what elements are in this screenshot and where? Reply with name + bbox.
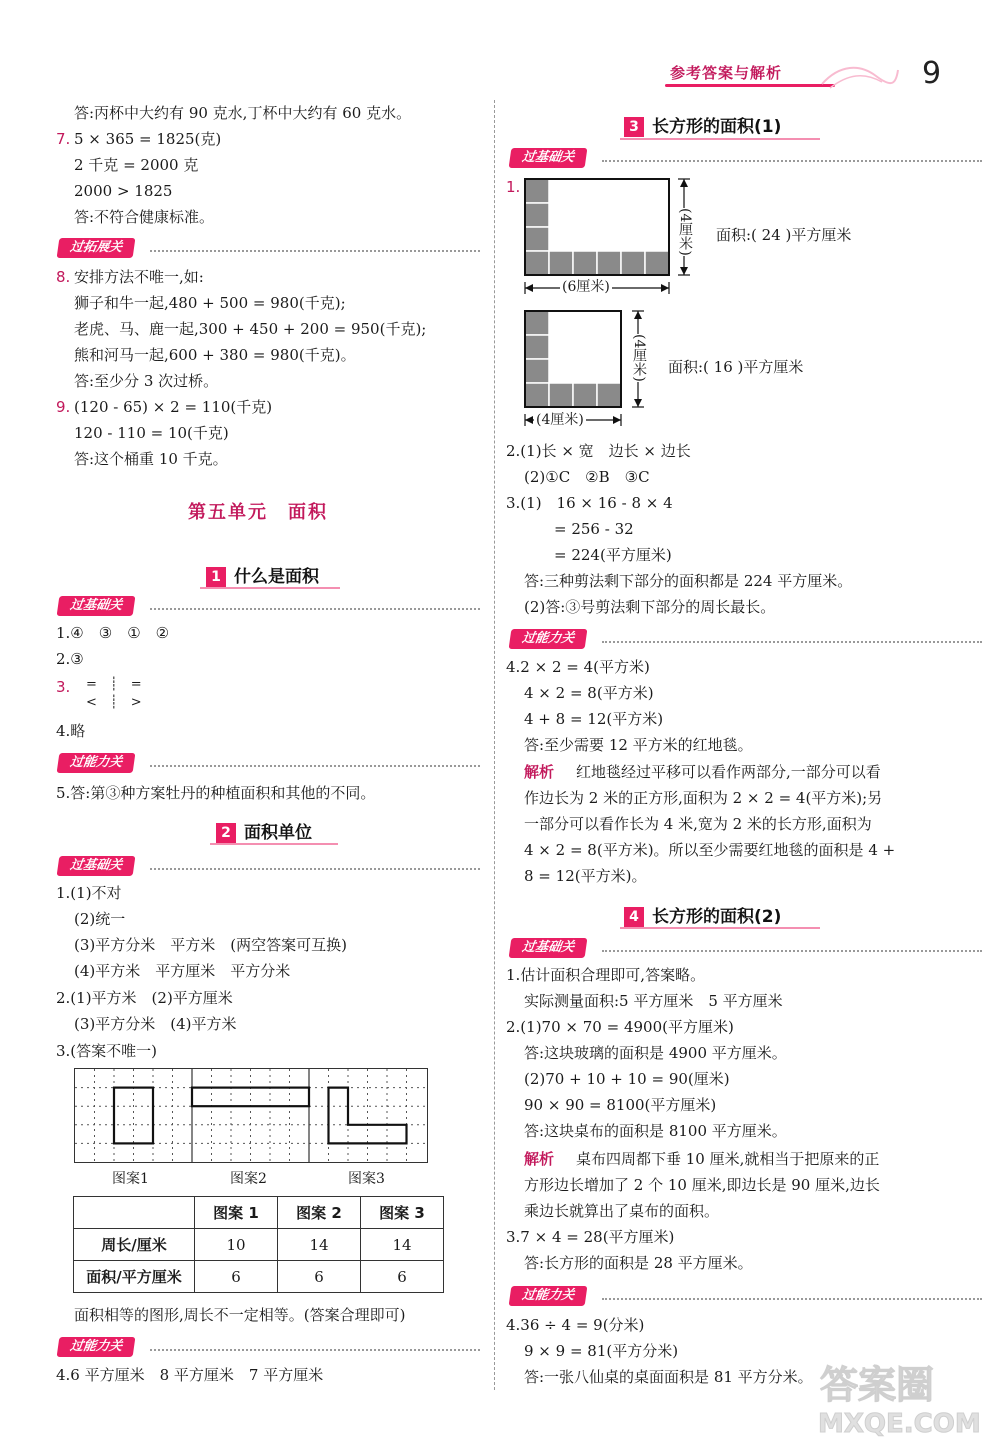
answer-line: 实际测量面积:5 平方厘米 5 平方厘米 [524,992,783,1010]
table-cell: 14 [278,1229,361,1261]
answer-line: 2.(1)70 × 70 = 4900(平方厘米) [506,1018,734,1036]
answer-line: 3.(1) 16 × 16 - 8 × 4 [506,494,673,512]
figure-label: 图案3 [348,1171,385,1187]
table-cell: 6 [278,1261,361,1293]
dotted-rule [150,868,480,870]
answer-line: (2)答:③号剪法剩下部分的周长最长。 [524,598,776,616]
section-badge: 过基础关 [509,938,588,958]
answer-line: 答:至少需要 12 平方米的红地毯。 [524,736,753,754]
answer-line: 3.(答案不唯一) [56,1042,158,1060]
watermark-text: 答案圈 [820,1363,935,1407]
answer-line: (2)①C ②B ③C [524,468,650,486]
table-cell: 6 [195,1261,278,1293]
answer-line: 面积相等的图形,周长不一定相等。(答案合理即可) [74,1306,406,1324]
analysis-text: 作边长为 2 米的正方形,面积为 2 × 2 = 4(平方米);另 [524,789,883,807]
table-cell: 6 [361,1261,444,1293]
dotted-rule [150,608,480,610]
answer-line: < ┊ > [86,695,142,710]
answer-line: 90 × 90 = 8100(平方厘米) [524,1096,717,1114]
table-cell: 周长/厘米 [74,1229,195,1261]
answer-line: 1.④ ③ ① ② [56,624,170,642]
section-badge: 过基础关 [57,856,136,876]
answer-line: 2.(1)长 × 宽 边长 × 边长 [506,442,691,460]
analysis-text: 红地毯经过平移可以看作两部分,一部分可以看 [576,763,881,781]
answer-line: 4.36 ÷ 4 = 9(分米) [506,1316,645,1334]
answer-line: 4.略 [56,722,86,740]
answer-line: 4 + 8 = 12(平方米) [524,710,664,728]
answer-line: = ┊ = [86,677,142,692]
answer-line: 答:这块桌布的面积是 8100 平方厘米。 [524,1122,787,1140]
dotted-rule [602,1298,982,1300]
section-underline [620,138,820,140]
question-number: 9. [56,398,71,416]
dotted-rule [602,950,982,952]
analysis-text: 4 × 2 = 8(平方米)。所以至少需要红地毯的面积是 4 + [524,841,896,859]
answer-line: 4 × 2 = 8(平方米) [524,684,654,702]
answer-line: 9 × 9 = 81(平方分米) [524,1342,679,1360]
answer-line: 2000 > 1825 [74,182,173,200]
answer-line: 1.估计面积合理即可,答案略。 [506,966,706,984]
analysis-text: 方形边长增加了 2 个 10 厘米,即边长是 90 厘米,边长 [524,1176,880,1194]
unit-title: 第五单元 面积 [188,502,328,523]
analysis-text: 8 = 12(平方米)。 [524,867,647,885]
answer-line: 安排方法不唯一,如: [74,268,204,286]
dotted-rule [150,250,480,252]
answer-line: (2)70 + 10 + 10 = 90(厘米) [524,1070,730,1088]
answer-line: 5.答:第③种方案牡丹的种植面积和其他的不同。 [56,784,376,802]
table-row [74,1261,444,1293]
answer-line: 3.7 × 4 = 28(平方厘米) [506,1228,675,1246]
analysis-text: 乘边长就算出了桌布的面积。 [524,1202,720,1220]
width-label: (6厘米) [560,276,612,298]
dotted-rule [602,160,982,162]
section-underline [620,927,820,929]
section-title [206,562,319,587]
answer-line: 2.③ [56,650,84,668]
section-number: 2 [216,823,236,843]
answer-line: 答:三种剪法剩下部分的面积都是 224 平方厘米。 [524,572,853,590]
table-row [74,1229,444,1261]
answer-line: 答:不符合健康标准。 [74,208,215,226]
answer-line: = 256 - 32 [554,520,634,538]
section-badge: 过能力关 [57,1337,136,1357]
answer-line: 5 × 365 = 1825(克) [74,130,222,148]
dotted-rule [602,641,982,643]
answer-line: = 224(平方厘米) [554,546,672,564]
column-divider [494,100,495,1390]
table-header-cell: 图案 1 [195,1197,278,1229]
answer-line: (4)平方米 平方厘米 平方分米 [74,962,291,980]
header-title: 参考答案与解析 [670,64,783,82]
figure-2-rectangle [192,1088,309,1107]
table-cell: 14 [361,1229,444,1261]
figure-label: 图案1 [112,1171,149,1187]
header-underline [665,84,835,87]
analysis-text: 一部分可以看作长为 4 米,宽为 2 米的长方形,面积为 [524,815,872,833]
section-badge: 过基础关 [57,596,136,616]
question-number: 7. [56,130,71,148]
section-title-text: 长方形的面积(2) [652,907,782,927]
table-header-cell [74,1197,195,1229]
answer-line: 120 - 110 = 10(千克) [74,424,229,442]
section-title-text: 面积单位 [244,823,312,843]
height-label: (4厘米) [631,334,647,382]
figure-label: 图案2 [230,1171,267,1187]
section-title-text: 什么是面积 [234,567,319,587]
answer-line: 4.6 平方厘米 8 平方厘米 7 平方厘米 [56,1366,324,1384]
shape-grid [74,1068,428,1163]
area-answer: 面积:( 24 )平方厘米 [716,226,852,244]
watermark-url: MXQE.COM [818,1409,981,1439]
section-title [624,902,781,927]
question-number: 3. [56,678,71,696]
height-label: (4厘米) [677,208,693,256]
analysis-text: 桌布四周都下垂 10 厘米,就相当于把原来的正 [576,1150,880,1168]
section-title-text: 长方形的面积(1) [652,117,782,137]
table-header-cell: 图案 3 [361,1197,444,1229]
answer-line: 2.(1)平方米 (2)平方厘米 [56,989,233,1007]
section-number: 4 [624,907,644,927]
answer-line: (120 - 65) × 2 = 110(千克) [74,398,273,416]
answer-line: 答:丙杯中大约有 90 克水,丁杯中大约有 60 克水。 [74,104,412,122]
section-title [216,818,312,843]
perimeter-area-table [73,1196,444,1293]
area-answer: 面积:( 16 )平方厘米 [668,358,804,376]
swirl-decoration-icon [820,60,900,92]
answer-line: 2 千克 = 2000 克 [74,156,199,174]
table-header-cell: 图案 2 [278,1197,361,1229]
section-badge: 过能力关 [509,629,588,649]
section-badge: 过能力关 [509,1286,588,1306]
answer-line: 答:至少分 3 次过桥。 [74,372,219,390]
dotted-rule [150,765,480,767]
answer-line: 4.2 × 2 = 4(平方米) [506,658,650,676]
answer-line: 熊和河马一起,600 + 380 = 980(千克)。 [74,346,356,364]
answer-line: 狮子和牛一起,480 + 500 = 980(千克); [74,294,346,312]
answer-line: (3)平方分米 (4)平方米 [74,1015,237,1033]
section-badge: 过能力关 [57,753,136,773]
section-badge: 过拓展关 [57,238,136,258]
site-watermark [800,1350,990,1440]
answer-line: 答:长方形的面积是 28 平方厘米。 [524,1254,753,1272]
section-underline [200,587,340,589]
table-cell: 10 [195,1229,278,1261]
question-number: 8. [56,268,71,286]
answer-line: 答:这块玻璃的面积是 4900 平方厘米。 [524,1044,787,1062]
analysis-label: 解析 [524,1150,555,1168]
width-label: (4厘米) [534,409,586,431]
section-number: 1 [206,567,226,587]
analysis-label: 解析 [524,763,555,781]
section-underline [210,843,338,845]
dotted-rule [150,1349,480,1351]
page-header [640,56,970,98]
answer-line: 老虎、马、鹿一起,300 + 450 + 200 = 950(千克); [74,320,427,338]
answer-line: 答:这个桶重 10 千克。 [74,450,228,468]
section-number: 3 [624,117,644,137]
page-number: 9 [922,56,942,91]
table-header-row [74,1197,444,1229]
section-title [624,112,781,137]
answer-line: 答:一张八仙桌的桌面面积是 81 平方分米。 [524,1368,813,1386]
answer-line: (2)统一 [74,910,126,928]
table-cell: 面积/平方厘米 [74,1261,195,1293]
answer-line: (3)平方分米 平方米 (两空答案可互换) [74,936,347,954]
answer-line: 1.(1)不对 [56,884,122,902]
section-badge: 过基础关 [509,148,588,168]
question-number: 1. [506,178,521,196]
